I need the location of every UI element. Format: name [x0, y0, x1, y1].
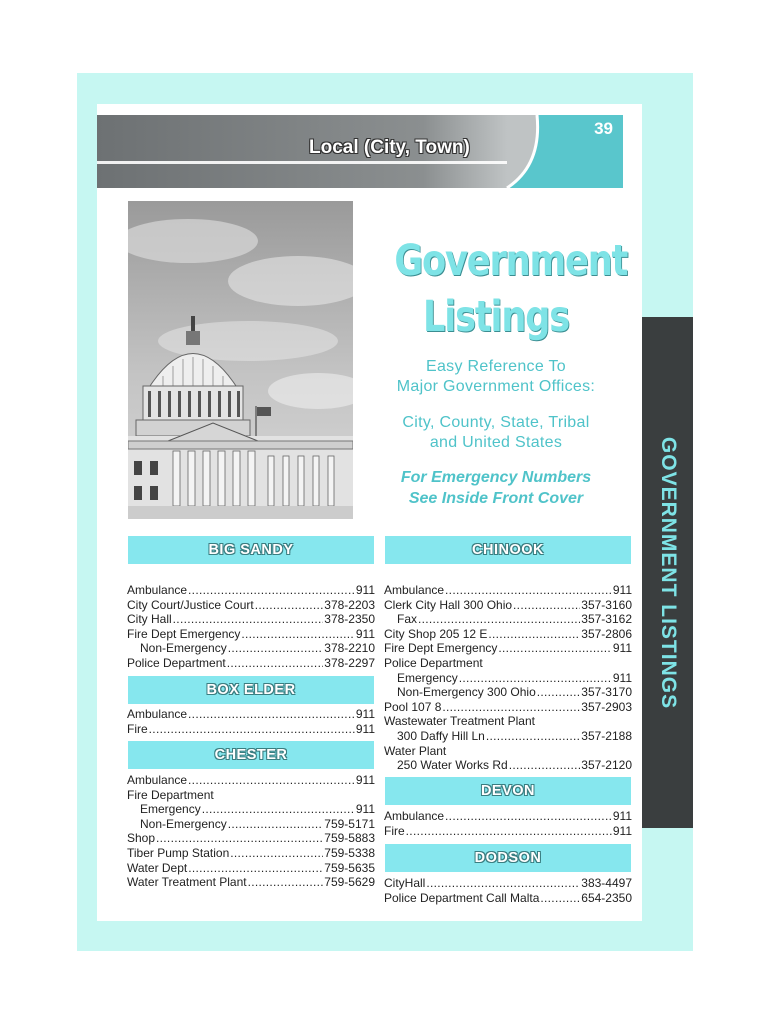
list-item: Fax ..... 357-3162 — [384, 612, 632, 627]
list-item: Fire Dept Emergency ..... 911 — [384, 641, 632, 656]
listing-big-sandy — [127, 583, 375, 671]
list-item: Tiber Pump Station ..... 759-5338 — [127, 846, 375, 861]
list-item: Ambulance ..... 911 — [127, 773, 375, 788]
side-tab-label: GOVERNMENT LISTINGS — [656, 436, 680, 709]
town-header-chester — [128, 741, 374, 769]
list-item: Fire ..... 911 — [127, 722, 375, 737]
subtitle-line-2: Major Government Offices: — [396, 378, 596, 395]
subtitle-block-2 — [372, 413, 620, 453]
list-item: 300 Daffy Hill Ln ..... 357-2188 — [384, 729, 632, 744]
list-item: Clerk City Hall 300 Ohio ..... 357-3160 — [384, 598, 632, 613]
page-number: 39 — [594, 119, 613, 138]
list-item: Police Department Call Malta ..... 654-2350 — [384, 891, 632, 906]
town-name: CHESTER — [214, 747, 288, 763]
listing-devon — [384, 809, 632, 838]
title-line-1: Government — [394, 236, 628, 286]
town-header-big-sandy — [128, 536, 374, 564]
list-item: Pool 107 8 ..... 357-2903 — [384, 700, 632, 715]
list-item: City Shop 205 12 E ..... 357-2806 — [384, 627, 632, 642]
town-header-dodson — [385, 844, 631, 872]
town-header-box-elder — [128, 676, 374, 704]
section-title: Local (City, Town) — [309, 137, 470, 158]
list-item: City Hall ..... 378-2350 — [127, 612, 375, 627]
town-name: DODSON — [474, 850, 542, 866]
subtitle-block — [372, 357, 620, 397]
capitol-building-image — [128, 201, 353, 519]
list-item: Fire Dept Emergency ..... 911 — [127, 627, 375, 642]
list-item: Emergency ..... 911 — [127, 802, 375, 817]
list-item: Non-Emergency ..... 759-5171 — [127, 817, 375, 832]
listing-chinook — [384, 583, 632, 773]
town-name: BOX ELDER — [206, 682, 296, 698]
list-heading: Fire Department — [127, 787, 214, 802]
list-item: Ambulance ..... 911 — [127, 707, 375, 722]
page-title — [394, 233, 628, 345]
subtitle-line-4: and United States — [429, 434, 563, 451]
listing-box-elder — [127, 707, 375, 736]
list-item: Emergency ..... 911 — [384, 671, 632, 686]
town-name: DEVON — [480, 783, 536, 799]
list-item: Shop ..... 759-5883 — [127, 831, 375, 846]
town-header-devon — [385, 777, 631, 805]
section-header — [97, 115, 623, 188]
title-line-2: Listings — [423, 292, 569, 342]
town-name: BIG SANDY — [208, 542, 294, 558]
emergency-line-2: See Inside Front Cover — [408, 490, 584, 507]
emergency-line-1: For Emergency Numbers — [400, 469, 592, 486]
subtitle-line-3: City, County, State, Tribal — [402, 414, 590, 431]
list-item: Ambulance ..... 911 — [384, 809, 632, 824]
listing-chester — [127, 773, 375, 890]
list-heading: Police Department — [384, 655, 483, 670]
list-item: Fire ..... 911 — [384, 824, 632, 839]
list-heading: Wastewater Treatment Plant — [384, 714, 535, 729]
town-name: CHINOOK — [472, 542, 544, 558]
list-item: City Court/Justice Court ..... 378-2203 — [127, 598, 375, 613]
list-item: 250 Water Works Rd ..... 357-2120 — [384, 758, 632, 773]
list-item: Police Department ..... 378-2297 — [127, 656, 375, 671]
list-item: CityHall ..... 383-4497 — [384, 876, 632, 891]
list-item: Water Dept ..... 759-5635 — [127, 861, 375, 876]
list-item: Non-Emergency 300 Ohio ..... 357-3170 — [384, 685, 632, 700]
list-item: Water Treatment Plant ..... 759-5629 — [127, 875, 375, 890]
list-item: Non-Emergency ..... 378-2210 — [127, 641, 375, 656]
list-item: Ambulance ..... 911 — [384, 583, 632, 598]
subtitle-line-1: Easy Reference To — [426, 358, 566, 375]
town-header-chinook — [385, 536, 631, 564]
side-tab — [642, 317, 693, 828]
listing-dodson — [384, 876, 632, 905]
emergency-note — [372, 467, 620, 509]
list-heading: Water Plant — [384, 743, 447, 758]
list-item: Ambulance ..... 911 — [127, 583, 375, 598]
